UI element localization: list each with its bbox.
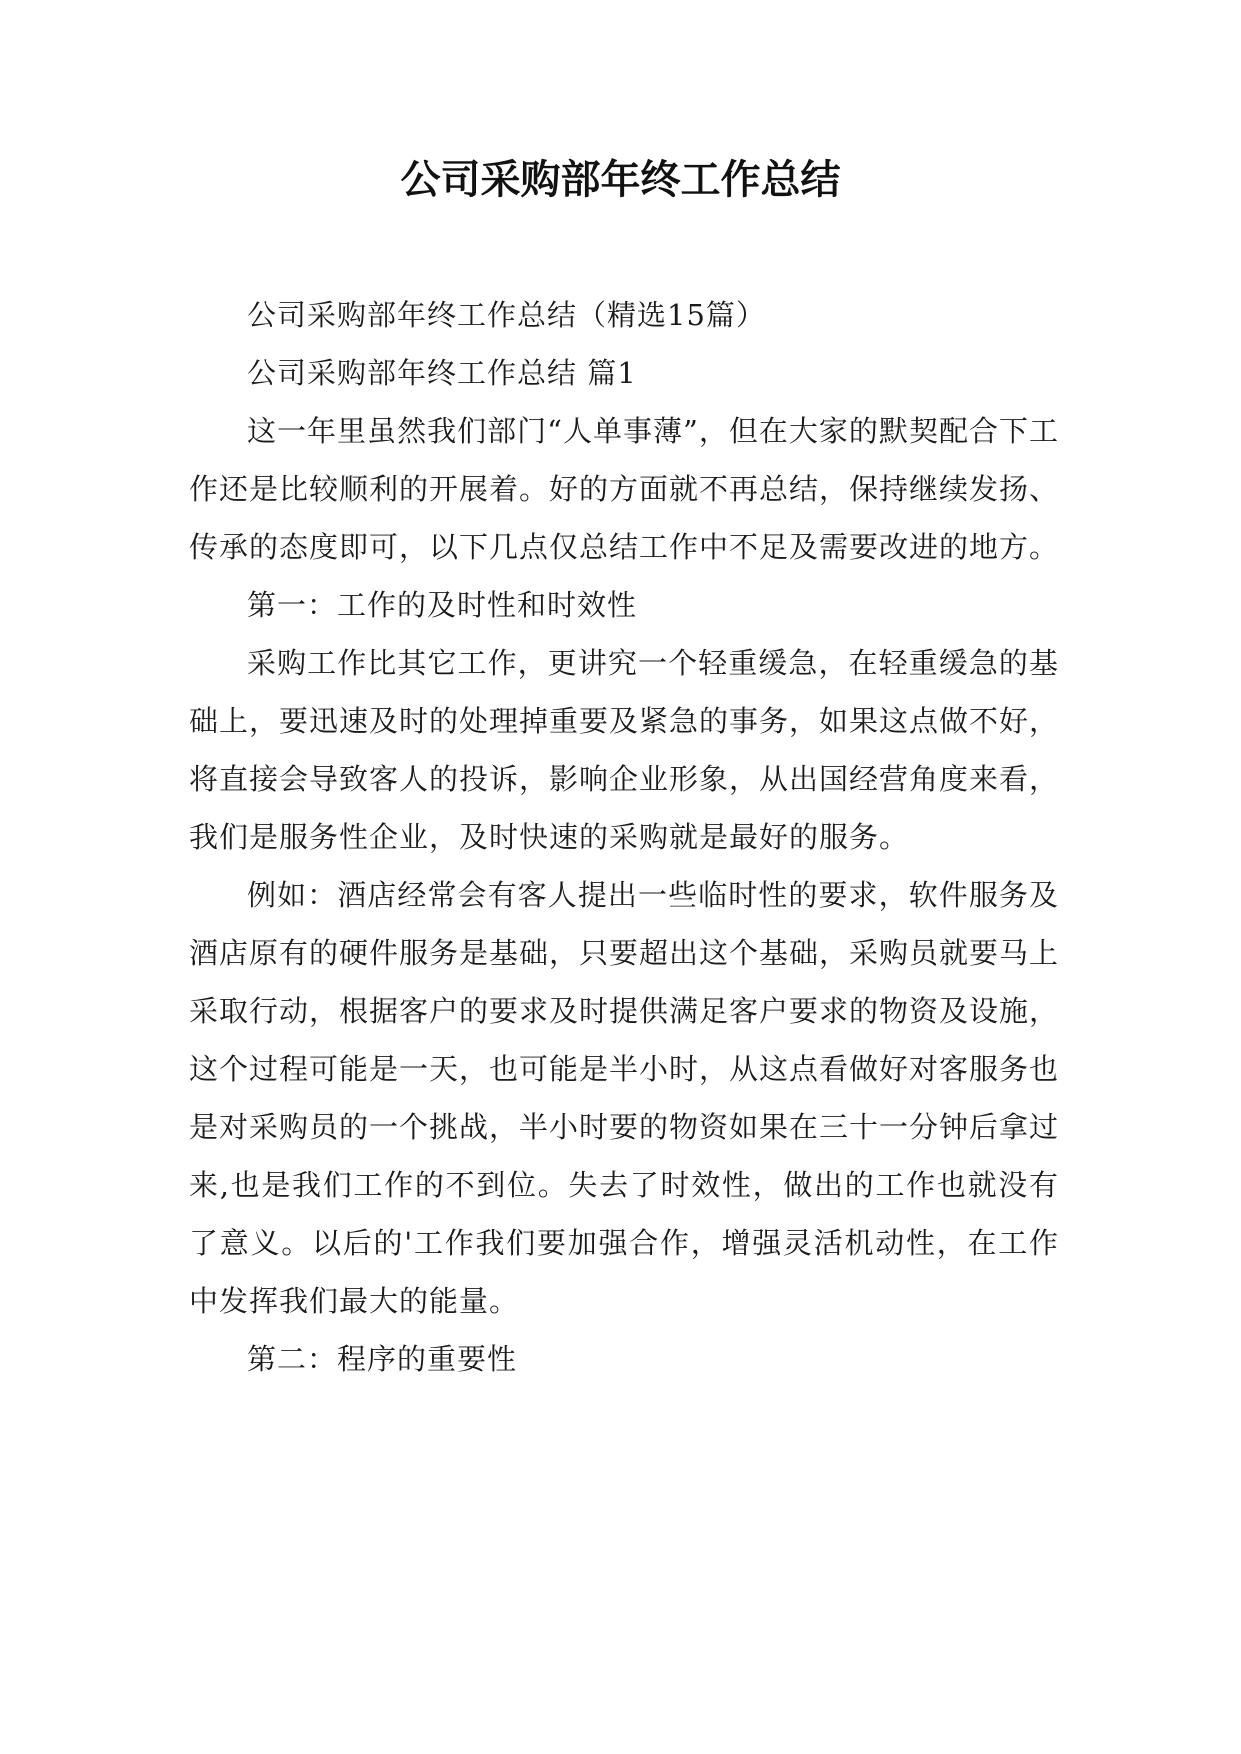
paragraph-section-heading: 公司采购部年终工作总结 篇1 [247,356,637,390]
paragraph-point-one-heading: 第一：工作的及时性和时效性 [247,588,638,622]
document-title: 公司采购部年终工作总结 [400,157,841,203]
paragraph-intro: 这一年里虽然我们部门“人单事薄”，但在大家的默契配合下工作还是比较顺利的开展着。好的方面就不再总结，保持继续发扬、传承的态度即可，以下几点仅总结工作中不足及需要改进的地方。 [189,414,1060,564]
document-body [189,286,1059,1388]
paragraph-point-two-heading: 第二：程序的重要性 [247,1342,518,1376]
paragraph-point-one-body: 采购工作比其它工作，更讲究一个轻重缓急，在轻重缓急的基础上，要迅速及时的处理掉重要及紧急的事务，如果这点做不好，将直接会导致客人的投诉，影响企业形象，从出国经营角度来看，我们是服务性企业，及时快速的采购就是最好的服务。 [189,646,1060,854]
paragraph-example: 例如：酒店经常会有客人提出一些临时性的要求，软件服务及酒店原有的硬件服务是基础，只要超出这个基础，采购员就要马上采取行动，根据客户的要求及时提供满足客户要求的物资及设施，这个过程可能是一天，也可能是半小时，从这点看做好对客服务也是对采购员的一个挑战，半小时要的物资如果在三十一分钟后拿过来,也是我们工作的不到位。失去了时效性，做出的工作也就没有了意义。以后的'工作我们要加强合作，增强灵活机动性，在工作中发挥我们最大的能量。 [189,878,1060,1318]
paragraph-subtitle: 公司采购部年终工作总结（精选15篇） [247,298,766,332]
